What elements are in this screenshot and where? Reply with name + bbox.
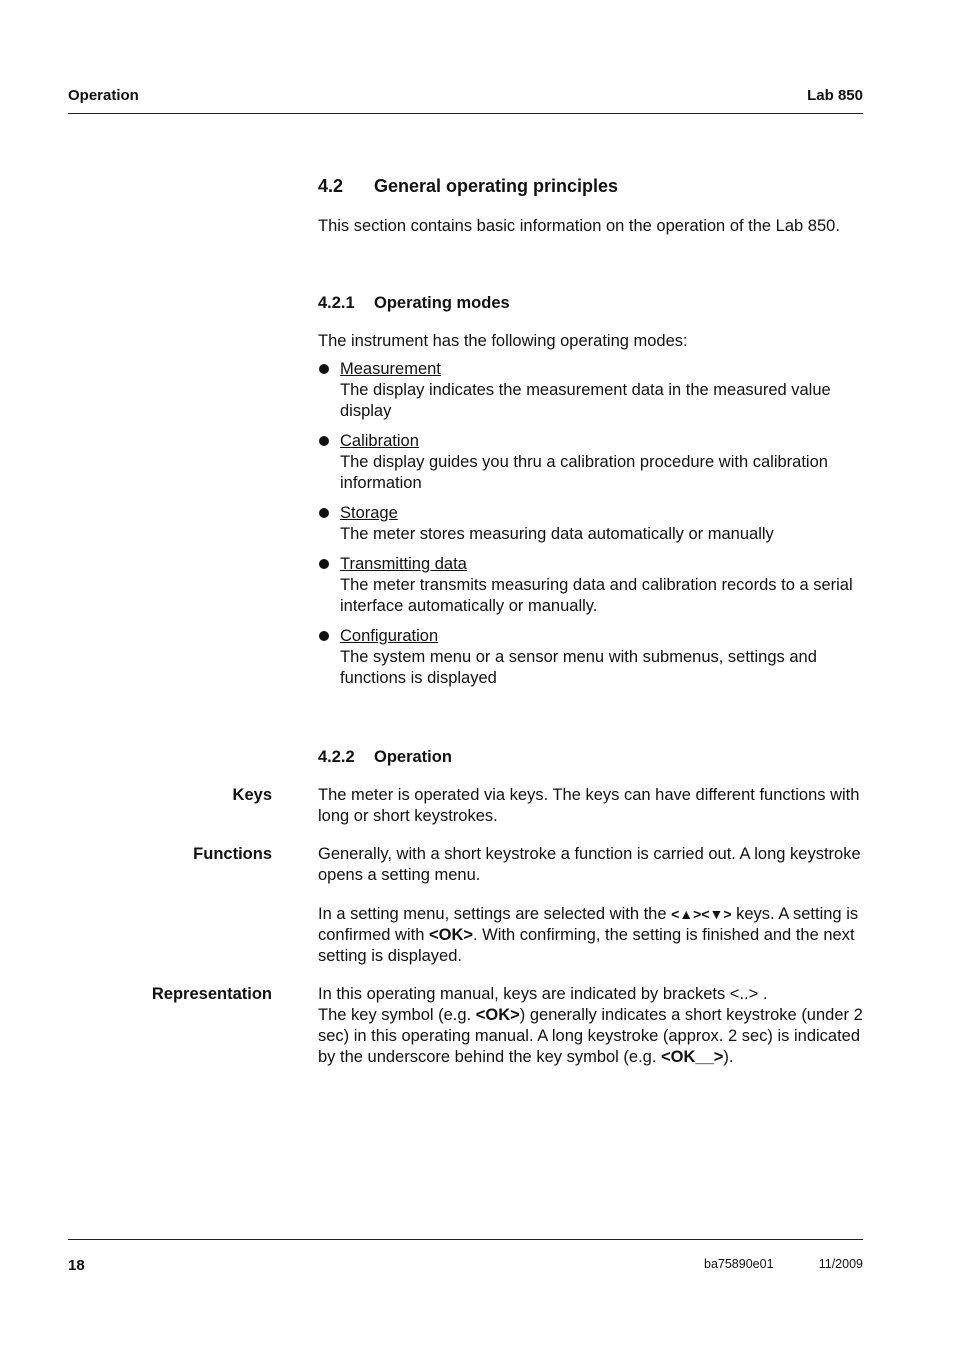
bullet-icon bbox=[319, 508, 329, 518]
list-item bbox=[318, 359, 863, 422]
mode-description: The meter transmits measuring data and calibration records to a serial interface automatically or manually. bbox=[340, 576, 853, 615]
setting-text-post: . With confirming, the setting is finished and the next setting is displayed. bbox=[318, 926, 855, 965]
bullet-icon bbox=[319, 631, 329, 641]
arrow-keys: <▲><▼> bbox=[671, 906, 732, 922]
footer-divider bbox=[68, 1239, 863, 1240]
operation-heading bbox=[318, 748, 452, 767]
keys-label: Keys bbox=[232, 786, 272, 804]
modes-intro: The instrument has the following operating modes: bbox=[318, 332, 688, 350]
mode-description: The display guides you thru a calibration procedure with calibration information bbox=[340, 453, 828, 492]
document-date: 11/2009 bbox=[818, 1257, 863, 1271]
representation-post: ). bbox=[723, 1048, 734, 1066]
mode-title: Configuration bbox=[340, 627, 439, 645]
header-section-title: Operation bbox=[68, 87, 139, 104]
representation-mid: ) generally indicates a short keystroke (under 2 sec) in this operating manual. A long keystroke (approx. 2 sec) is indicated by the underscore behind the key symbol (e.g. bbox=[318, 1006, 863, 1066]
list-item bbox=[318, 431, 863, 494]
functions-label: Functions bbox=[193, 845, 272, 863]
representation-pre: The key symbol (e.g. bbox=[318, 1006, 476, 1024]
section-intro: This section contains basic information on the operation of the Lab 850. bbox=[318, 217, 840, 235]
mode-title: Measurement bbox=[340, 360, 441, 378]
ok-key: <OK> bbox=[475, 1006, 520, 1024]
representation-label: Representation bbox=[151, 985, 272, 1003]
list-item bbox=[318, 554, 863, 617]
mode-title: Transmitting data bbox=[340, 555, 467, 573]
section-title: General operating principles bbox=[374, 176, 619, 196]
setting-text-mid: keys. A setting is confirmed with bbox=[318, 905, 859, 944]
ok-key: <OK> bbox=[428, 926, 473, 944]
representation-text bbox=[318, 984, 863, 1068]
mode-description: The display indicates the measurement data in the measured value display bbox=[340, 381, 831, 420]
mode-description: The meter stores measuring data automatically or manually bbox=[340, 525, 774, 543]
modes-heading bbox=[318, 294, 510, 313]
mode-description: The system menu or a sensor menu with submenus, settings and functions is displayed bbox=[340, 648, 817, 687]
representation-line1: In this operating manual, keys are indicated by brackets <..> . bbox=[318, 985, 768, 1003]
document-id: ba75890e01 bbox=[704, 1257, 774, 1271]
page-number: 18 bbox=[68, 1257, 85, 1274]
operation-title: Operation bbox=[374, 748, 452, 766]
functions-text: Generally, with a short keystroke a function is carried out. A long keystroke opens a setting menu. bbox=[318, 845, 861, 884]
header-divider bbox=[68, 113, 863, 114]
header-product-name: Lab 850 bbox=[807, 87, 863, 104]
keys-text: The meter is operated via keys. The keys can have different functions with long or short keystrokes. bbox=[318, 786, 860, 825]
list-item bbox=[318, 503, 863, 545]
mode-title: Calibration bbox=[340, 432, 419, 450]
modes-number: 4.2.1 bbox=[318, 294, 355, 312]
mode-title: Storage bbox=[340, 504, 398, 522]
modes-list bbox=[318, 359, 863, 698]
operation-number: 4.2.2 bbox=[318, 748, 355, 766]
bullet-icon bbox=[319, 364, 329, 374]
list-item bbox=[318, 626, 863, 689]
modes-title: Operating modes bbox=[374, 294, 510, 312]
section-number: 4.2 bbox=[318, 176, 344, 196]
section-heading bbox=[318, 176, 618, 197]
setting-text-pre: In a setting menu, settings are selected with the bbox=[318, 905, 672, 923]
setting-text bbox=[318, 904, 863, 967]
bullet-icon bbox=[319, 559, 329, 569]
ok-long-key: <OK__> bbox=[661, 1048, 724, 1066]
bullet-icon bbox=[319, 436, 329, 446]
